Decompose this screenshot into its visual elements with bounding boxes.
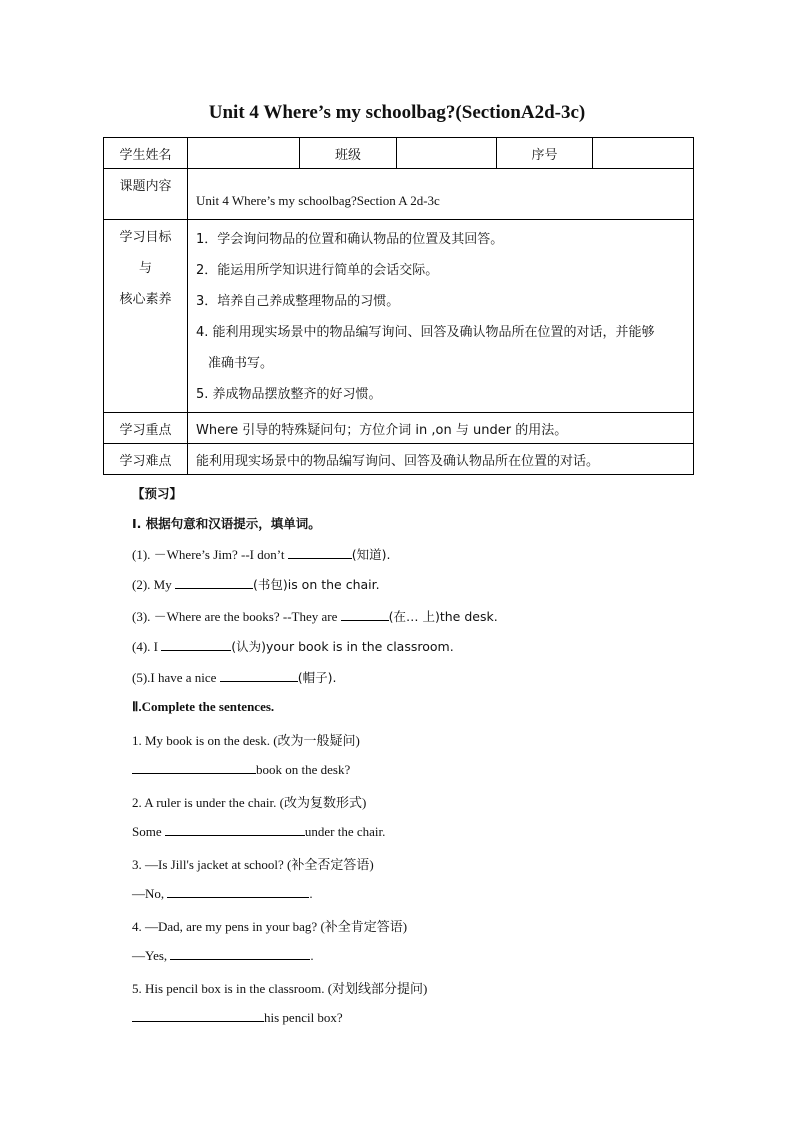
section-2-title: Ⅱ.Complete the sentences.	[132, 699, 275, 714]
goals-list	[188, 220, 694, 413]
page-title: Unit 4 Where’s my schoolbag?(SectionA2d-3c)	[208, 102, 586, 123]
answer-blank[interactable]	[341, 608, 389, 621]
goal-item: 1．学会询问物品的位置和确认物品的位置及其回答。	[196, 232, 504, 247]
answer-blank[interactable]	[170, 947, 310, 960]
sentence-answer: —No, .	[132, 886, 313, 901]
sentence-answer: book on the desk?	[132, 761, 350, 778]
sentence-question: 3. —Is Jill's jacket at school? (补全否定答语)	[132, 857, 374, 872]
sentence-question: 4. —Dad, are my pens in your bag? (补全肯定答语)	[132, 919, 408, 934]
section-1-title: Ⅰ. 根据句意和汉语提示，填单词。	[132, 516, 321, 531]
goal-item: 准确书写。	[208, 356, 274, 371]
goal-item: 4. 能利用现实场景中的物品编写询问、回答及确认物品所在位置的对话，并能够	[196, 325, 655, 340]
goals-label-line: 学习目标	[119, 230, 172, 245]
key-points-label: 学习重点	[104, 413, 188, 444]
exercise-item: (4). I (认为)your book is in the classroom.	[132, 639, 454, 654]
preview-heading: 【预习】	[132, 486, 183, 501]
sentence-answer: —Yes, .	[132, 948, 314, 963]
answer-blank[interactable]	[161, 638, 231, 651]
topic-label: 课题内容	[104, 169, 188, 220]
class-field[interactable]	[397, 138, 497, 169]
difficulty-label: 学习难点	[104, 444, 188, 475]
sentence-answer: Some under the chair.	[132, 824, 386, 839]
key-points-value: Where 引导的特殊疑问句；方位介词 in ,on 与 under 的用法。	[188, 413, 694, 444]
topic-value: Unit 4 Where’s my schoolbag?Section A 2d-3c	[188, 169, 694, 220]
number-label: 序号	[497, 138, 593, 169]
goals-label	[104, 220, 188, 413]
sentence-question: 2. A ruler is under the chair. (改为复数形式)	[132, 795, 367, 810]
answer-blank[interactable]	[288, 546, 352, 559]
sentence-question: 5. His pencil box is in the classroom. (对划线部分提问)	[132, 981, 428, 996]
answer-blank[interactable]	[167, 885, 309, 898]
goal-item: 2．能运用所学知识进行简单的会话交际。	[196, 263, 439, 278]
exercise-item: (3). －Where are the books? --They are (在… 上)the desk.	[132, 609, 498, 624]
goal-item: 5. 养成物品摆放整齐的好习惯。	[196, 387, 382, 402]
exercise-item: (1). －Where’s Jim? --I don’t (知道).	[132, 547, 391, 562]
goals-label-line: 与	[138, 261, 152, 276]
name-label: 学生姓名	[104, 138, 188, 169]
difficulty-value: 能利用现实场景中的物品编写询问、回答及确认物品所在位置的对话。	[188, 444, 694, 475]
answer-blank[interactable]	[132, 761, 256, 774]
answer-blank[interactable]	[175, 576, 253, 589]
sentence-question: 1. My book is on the desk. (改为一般疑问)	[132, 733, 360, 748]
info-table	[103, 137, 694, 475]
answer-blank[interactable]	[132, 1009, 264, 1022]
number-field[interactable]	[593, 138, 694, 169]
exercise-item: (2). My (书包)is on the chair.	[132, 577, 380, 592]
name-field[interactable]	[188, 138, 300, 169]
answer-blank[interactable]	[165, 823, 305, 836]
goals-label-line: 核心素养	[119, 292, 172, 307]
goal-item: 3．培养自己养成整理物品的习惯。	[196, 294, 400, 309]
exercise-item: (5).I have a nice (帽子).	[132, 670, 337, 685]
class-label: 班级	[300, 138, 397, 169]
sentence-answer: his pencil box?	[132, 1009, 343, 1026]
answer-blank[interactable]	[220, 669, 298, 682]
